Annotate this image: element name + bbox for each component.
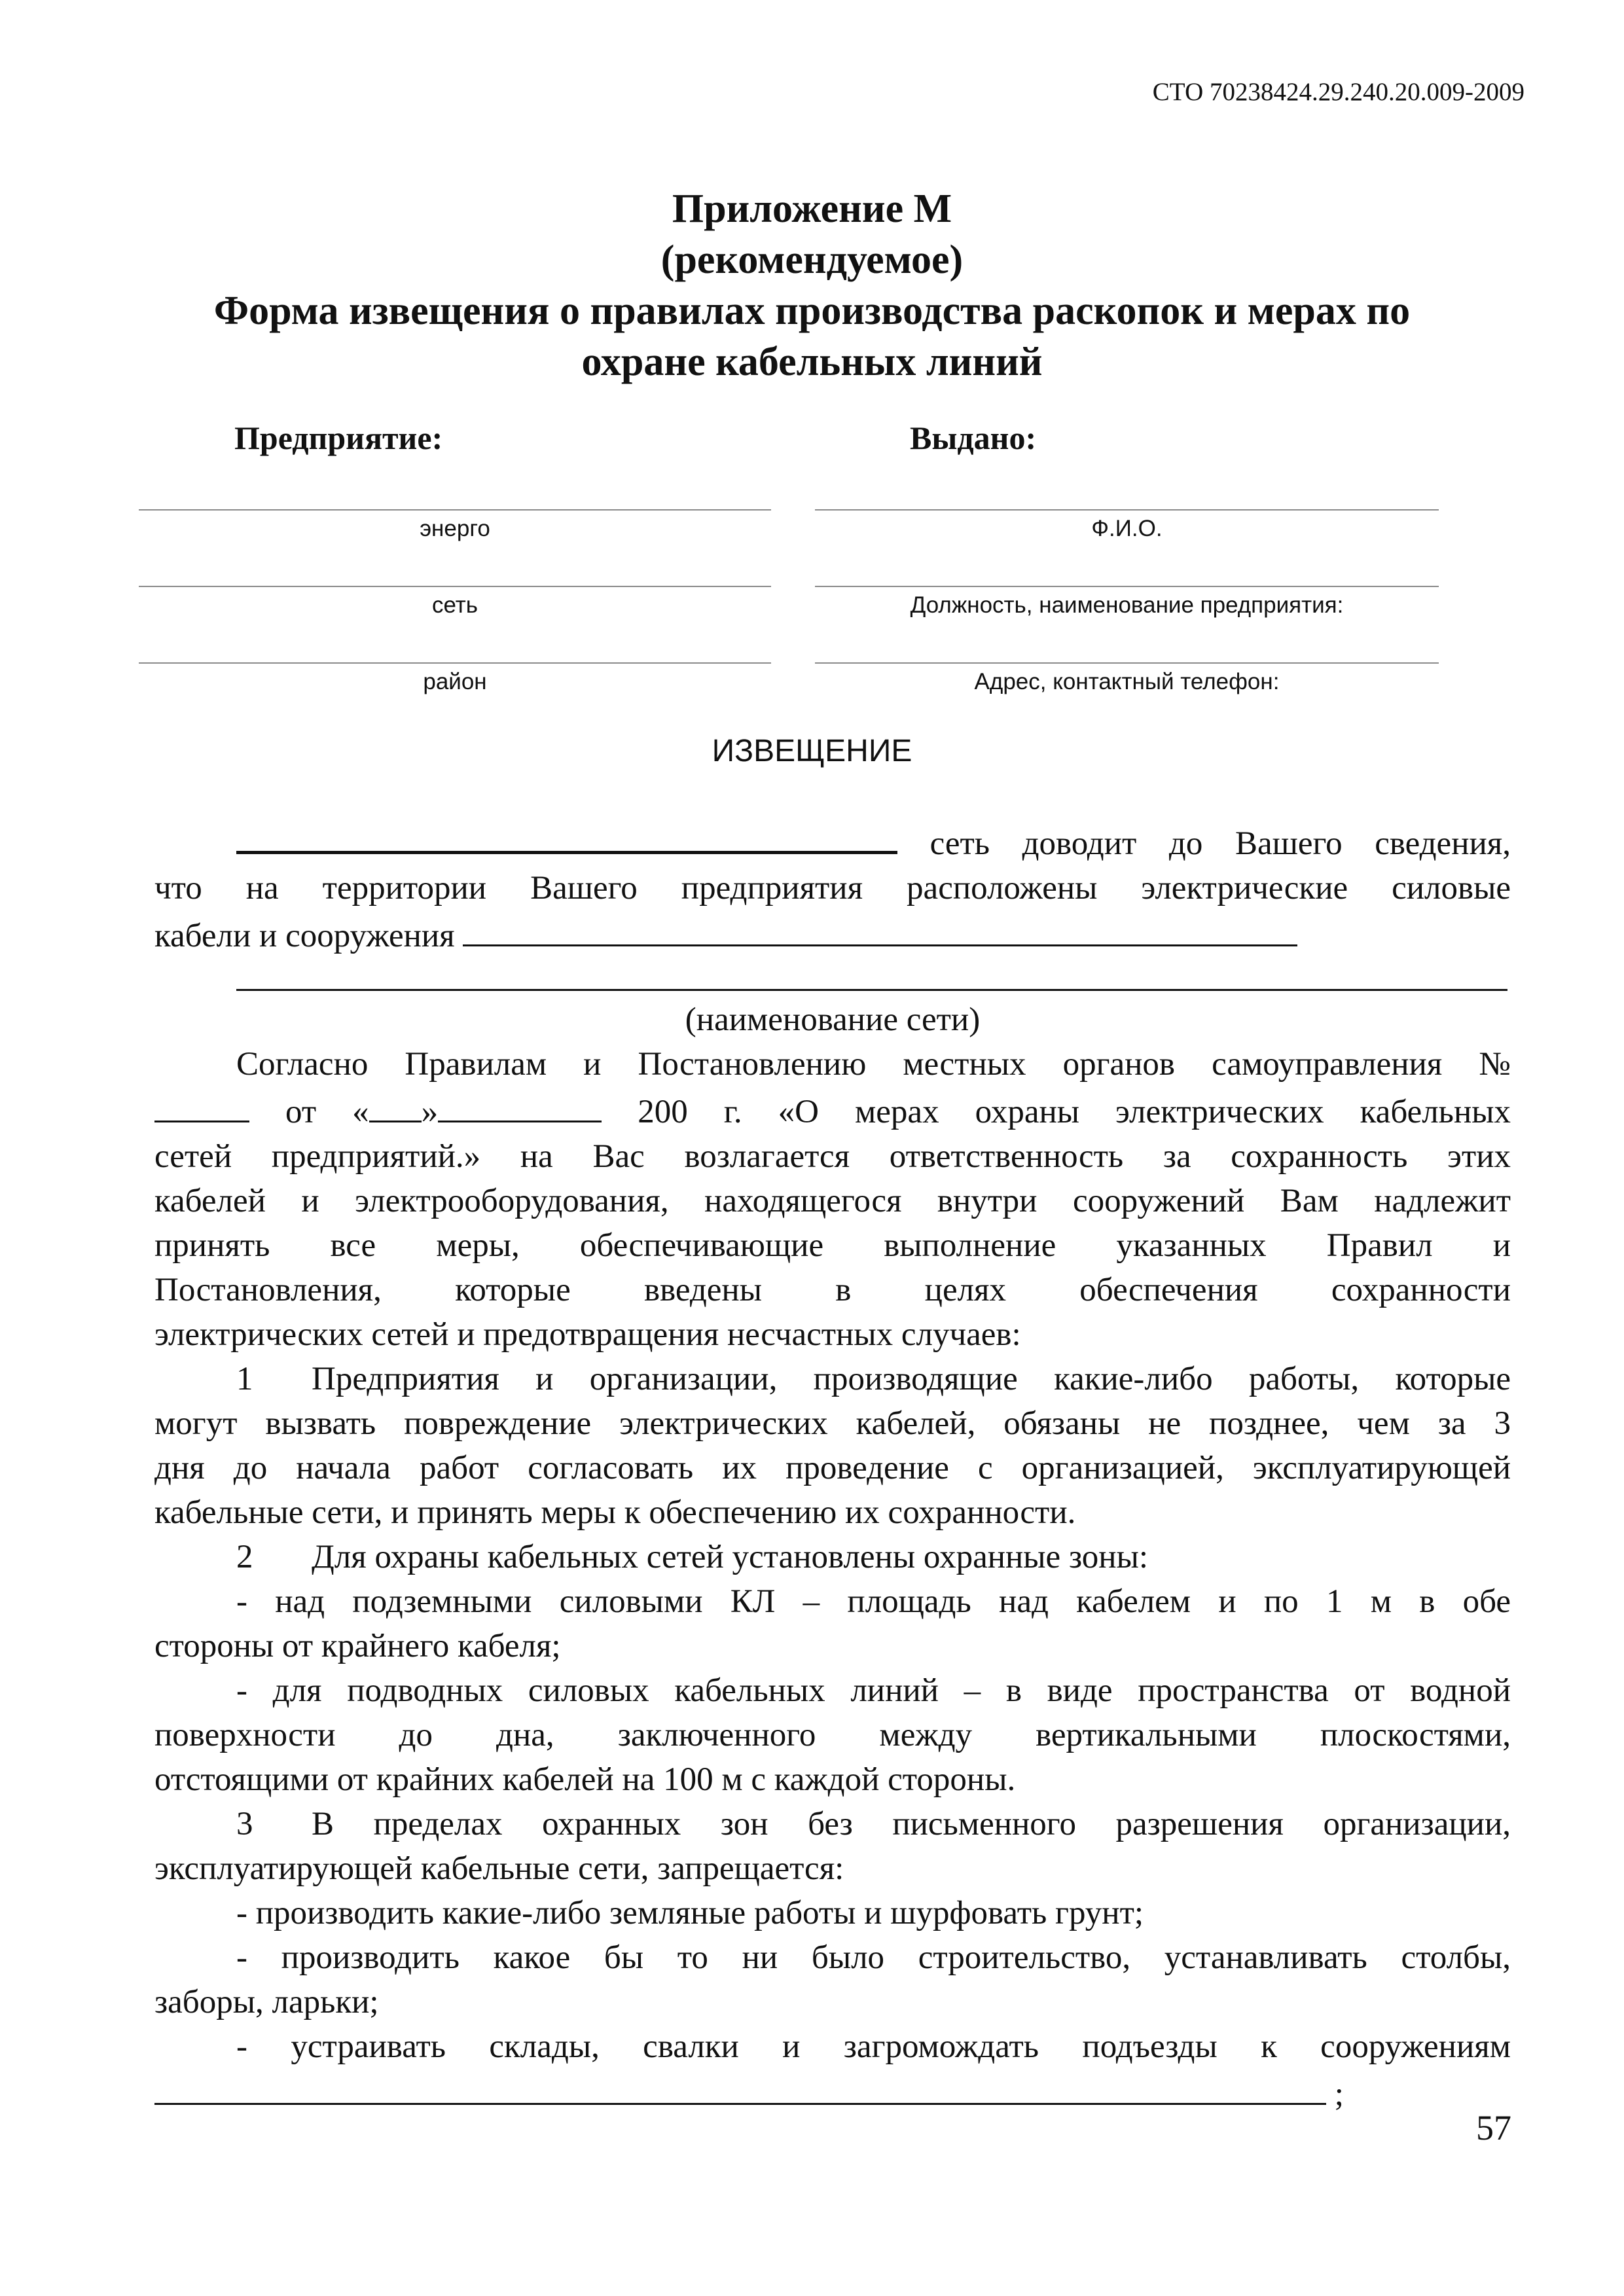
paragraph-1-line-6: Постановления, которые введены в целях обеспечения сохранности (154, 1272, 1511, 1308)
full-name-field[interactable] (815, 509, 1439, 511)
paragraph-1-line-3: сетей предприятий.» на Вас возлагается ответственность за сохранность этих (154, 1138, 1511, 1175)
item-3-line-2: эксплуатирующей кабельные сети, запрещается: (154, 1850, 844, 1887)
item-1-number: 1 (236, 1361, 253, 1397)
notice-heading: ИЗВЕЩЕНИЕ (712, 734, 912, 768)
form-title-line-2: охране кабельных линий (581, 340, 1043, 384)
intro-line-2: что на территории Вашего предприятия расположены электрические силовые (154, 870, 1511, 906)
address-phone-field[interactable] (815, 662, 1439, 664)
appendix-title-block (118, 183, 1506, 387)
form-title-line-1: Форма извещения о правилах производства раскопок и мерах по (213, 289, 1411, 333)
enterprise-district-caption: район (423, 669, 487, 694)
item-1-line-3: дня до начала работ согласовать их проведение с организацией, эксплуатирующей (154, 1450, 1511, 1486)
position-company-field[interactable] (815, 586, 1439, 587)
dash-4-line-1: - производить какое бы то ни было строительство, устанавливать столбы, (236, 1939, 1511, 1976)
address-phone-caption: Адрес, контактный телефон: (974, 669, 1280, 694)
dash-5-line-1: - устраивать склады, свалки и загромождать подъезды к сооружениям (236, 2028, 1511, 2065)
dash-3-line-1: - производить какие-либо земляные работы и шурфовать грунт; (236, 1895, 1144, 1931)
page-number: 57 (1476, 2108, 1511, 2147)
structures-blank[interactable] (154, 2069, 1326, 2105)
item-3-line-1: 3 В пределах охранных зон без письменного разрешения организации, (154, 1802, 1511, 1846)
item-1-line-4: кабельные сети, и принять меры к обеспечению их сохранности. (154, 1494, 1076, 1531)
enterprise-network-caption: сеть (431, 592, 478, 618)
paragraph-1-line-5: принять все меры, обеспечивающие выполнение указанных Правил и (154, 1227, 1511, 1264)
facilities-blank[interactable] (463, 910, 1297, 946)
appendix-title: Приложение М (672, 187, 952, 231)
decree-month-blank[interactable] (438, 1086, 602, 1122)
intro-line-1: сеть доводит до Вашего сведения, (154, 817, 1511, 866)
full-name-caption: Ф.И.О. (1091, 516, 1163, 541)
network-name-caption: (наименование сети) (685, 1001, 981, 1038)
decree-number-blank[interactable] (154, 1086, 249, 1122)
intro-line-3: кабели и сооружения (154, 910, 1511, 958)
item-1-line-2: могут вызвать повреждение электрических кабелей, обязаны не позднее, чем за 3 (154, 1405, 1511, 1442)
enterprise-energo-caption: энерго (420, 516, 490, 541)
network-name-full-blank[interactable] (236, 965, 1507, 991)
paragraph-1-line-1: Согласно Правилам и Постановлению местных органов самоуправления № (236, 1046, 1511, 1083)
paragraph-1-line-7: электрических сетей и предотвращения несчастных случаев: (154, 1316, 1021, 1353)
issued-to-heading: Выдано: (910, 420, 1037, 456)
enterprise-energo-field[interactable] (139, 509, 771, 511)
enterprise-network-field[interactable] (139, 586, 771, 587)
dash-5-line-2: ; (154, 2069, 1511, 2117)
dash-2-line-2: поверхности до дна, заключенного между вертикальными плоскостями, (154, 1717, 1511, 1753)
item-3-number: 3 (236, 1806, 253, 1842)
enterprise-heading: Предприятие: (234, 420, 443, 456)
dash-4-line-2: заборы, ларьки; (154, 1984, 379, 2020)
position-company-caption: Должность, наименование предприятия: (910, 592, 1344, 618)
dash-2-line-3: отстоящими от крайних кабелей на 100 м с каждой стороны. (154, 1761, 1016, 1798)
item-1-line-1: 1 Предприятия и организации, производящие какие-либо работы, которые (154, 1357, 1511, 1401)
dash-1-line-2: стороны от крайнего кабеля; (154, 1628, 561, 1664)
network-name-blank[interactable] (236, 817, 897, 854)
document-code: СТО 70238424.29.240.20.009-2009 (1152, 78, 1525, 106)
item-2-number: 2 (236, 1539, 253, 1575)
form-header-fields (0, 419, 1624, 707)
paragraph-1-line-4: кабелей и электрооборудования, находящегося внутри сооружений Вам надлежит (154, 1183, 1511, 1219)
notice-body (154, 817, 1511, 2117)
dash-1-line-1: - над подземными силовыми КЛ – площадь над кабелем и по 1 м в обе (236, 1583, 1511, 1620)
appendix-status: (рекомендуемое) (660, 238, 964, 282)
paragraph-1-line-2: от « » 200 г. «О мерах охраны электрических кабельных (154, 1086, 1511, 1134)
enterprise-district-field[interactable] (139, 662, 771, 664)
intro-line-4 (154, 958, 1511, 997)
dash-2-line-1: - для подводных силовых кабельных линий – в виде пространства от водной (236, 1672, 1511, 1709)
decree-day-blank[interactable] (369, 1086, 422, 1122)
item-2-line-1: 2 Для охраны кабельных сетей установлены охранные зоны: (154, 1535, 1511, 1579)
